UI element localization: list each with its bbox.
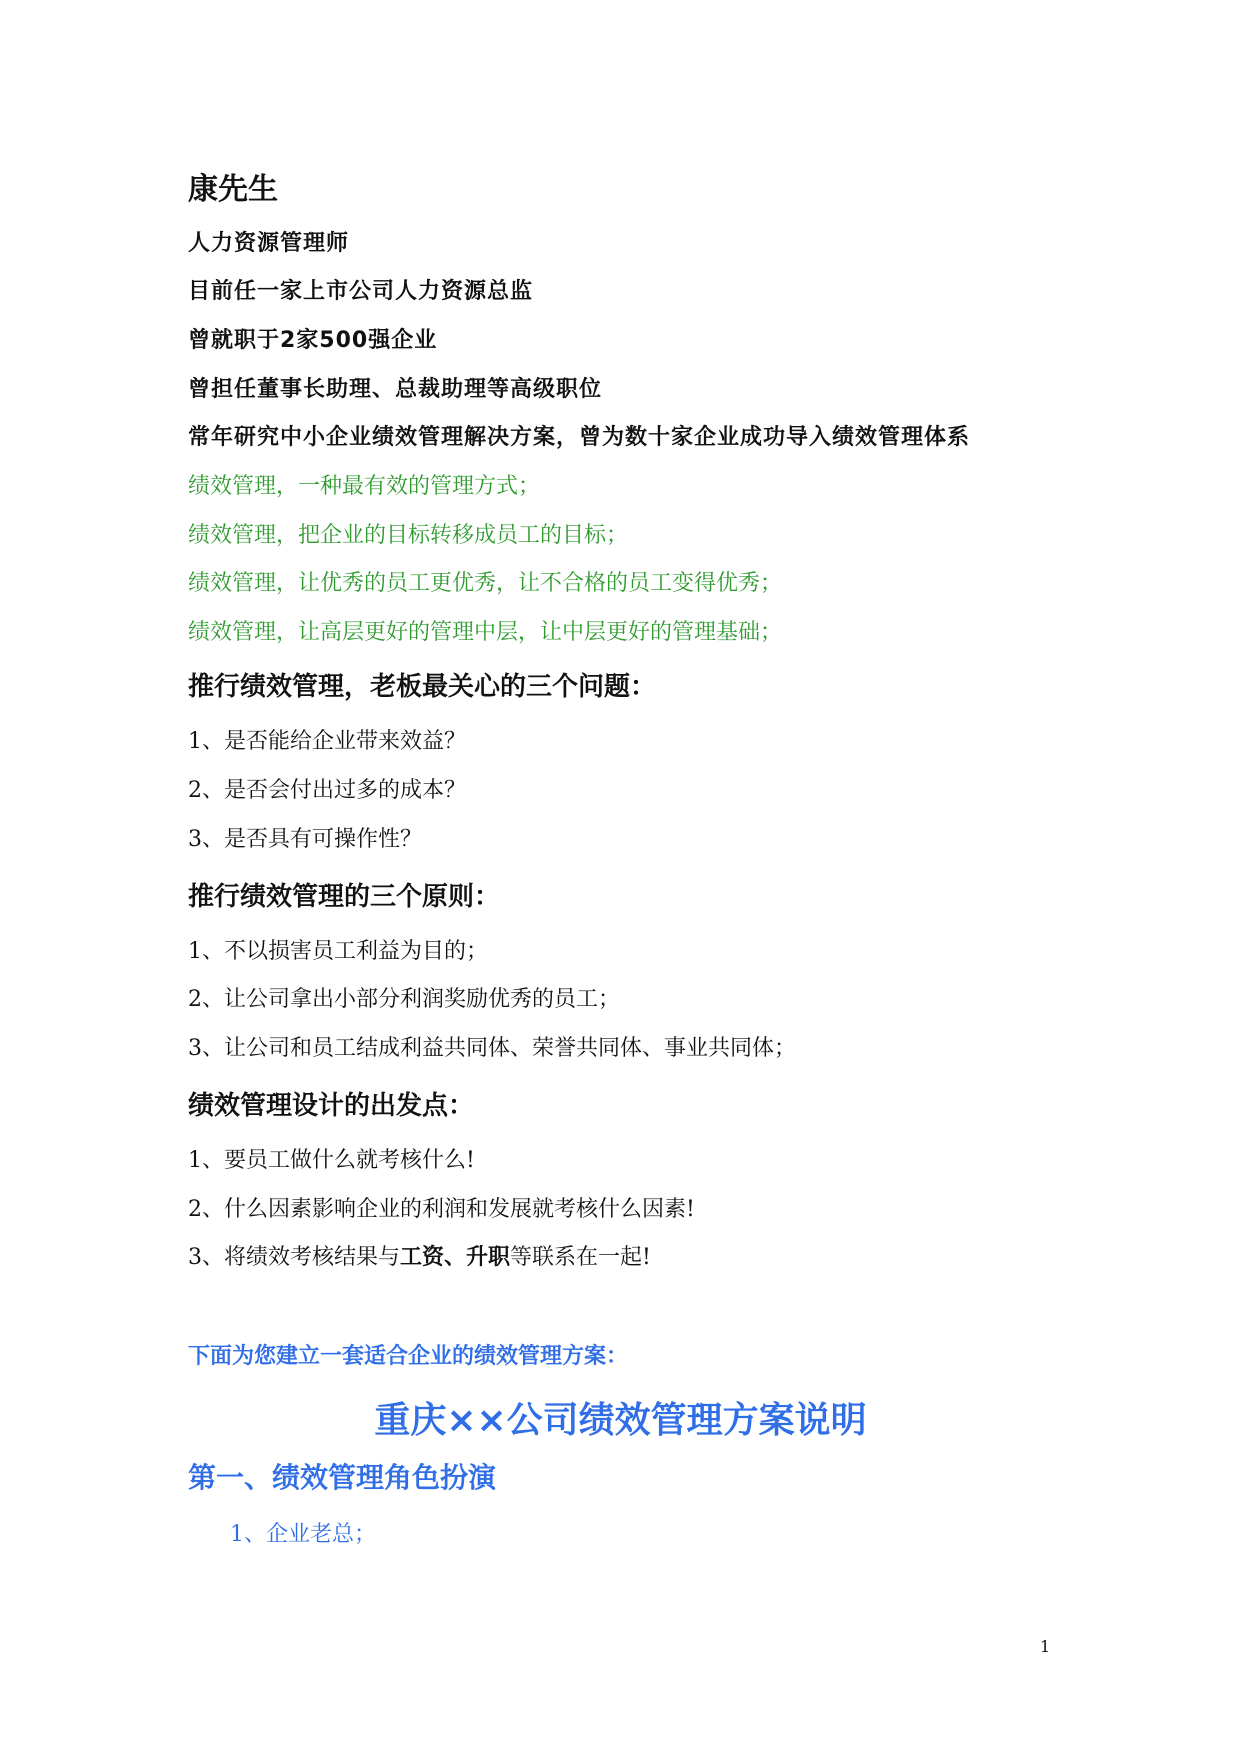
list-item: 3、让公司和员工结成利益共同体、荣誉共同体、事业共同体； [188,1036,796,1061]
credential-line: 人力资源管理师 [188,231,350,256]
slogan-line: 绩效管理，一种最有效的管理方式； [188,474,541,499]
list-item: 2、什么因素影响企业的利润和发展就考核什么因素! [188,1197,695,1222]
credential-line: 常年研究中小企业绩效管理解决方案，曾为数十家企业成功导入绩效管理体系 [188,425,971,450]
author-name: 康先生 [188,172,278,207]
slogan-line: 绩效管理，让高层更好的管理中层，让中层更好的管理基础； [188,620,783,645]
slogan-line: 绩效管理，让优秀的员工更优秀，让不合格的员工变得优秀； [188,571,783,596]
list-item: 1、不以损害员工利益为目的； [188,939,488,964]
plan-title: 重庆××公司绩效管理方案说明 [374,1400,867,1441]
credential-line: 曾就职于2家500强企业 [188,328,438,353]
list-item: 3、是否具有可操作性？ [188,827,422,852]
list-item: 2、让公司拿出小部分利润奖励优秀的员工； [188,987,620,1012]
section-item: 1、企业老总； [230,1522,376,1547]
separator: 、 [444,1245,467,1270]
credential-line: 目前任一家上市公司人力资源总监 [188,279,534,304]
starting-points-heading: 绩效管理设计的出发点： [188,1091,475,1121]
plan-intro: 下面为您建立一套适合企业的绩效管理方案： [188,1344,629,1369]
list-item: 2、是否会付出过多的成本？ [188,778,466,803]
slogan-line: 绩效管理，把企业的目标转移成员工的目标； [188,523,629,548]
page-number: 1 [1040,1637,1051,1656]
principles-heading: 推行绩效管理的三个原则： [188,882,501,912]
boss-concerns-heading: 推行绩效管理，老板最关心的三个问题： [188,672,657,702]
list-item [188,1240,651,1271]
section-heading: 第一、绩效管理角色扮演 [188,1461,497,1494]
item-text: 3、将绩效考核结果与 [188,1245,400,1270]
bold-keyword-promotion: 升职 [466,1245,511,1270]
list-item: 1、是否能给企业带来效益？ [188,729,466,754]
bold-keyword-salary: 工资 [400,1245,445,1270]
list-item: 1、要员工做什么就考核什么! [188,1148,475,1173]
credential-line: 曾担任董事长助理、总裁助理等高级职位 [188,377,603,402]
item-text: 等联系在一起! [510,1245,651,1270]
